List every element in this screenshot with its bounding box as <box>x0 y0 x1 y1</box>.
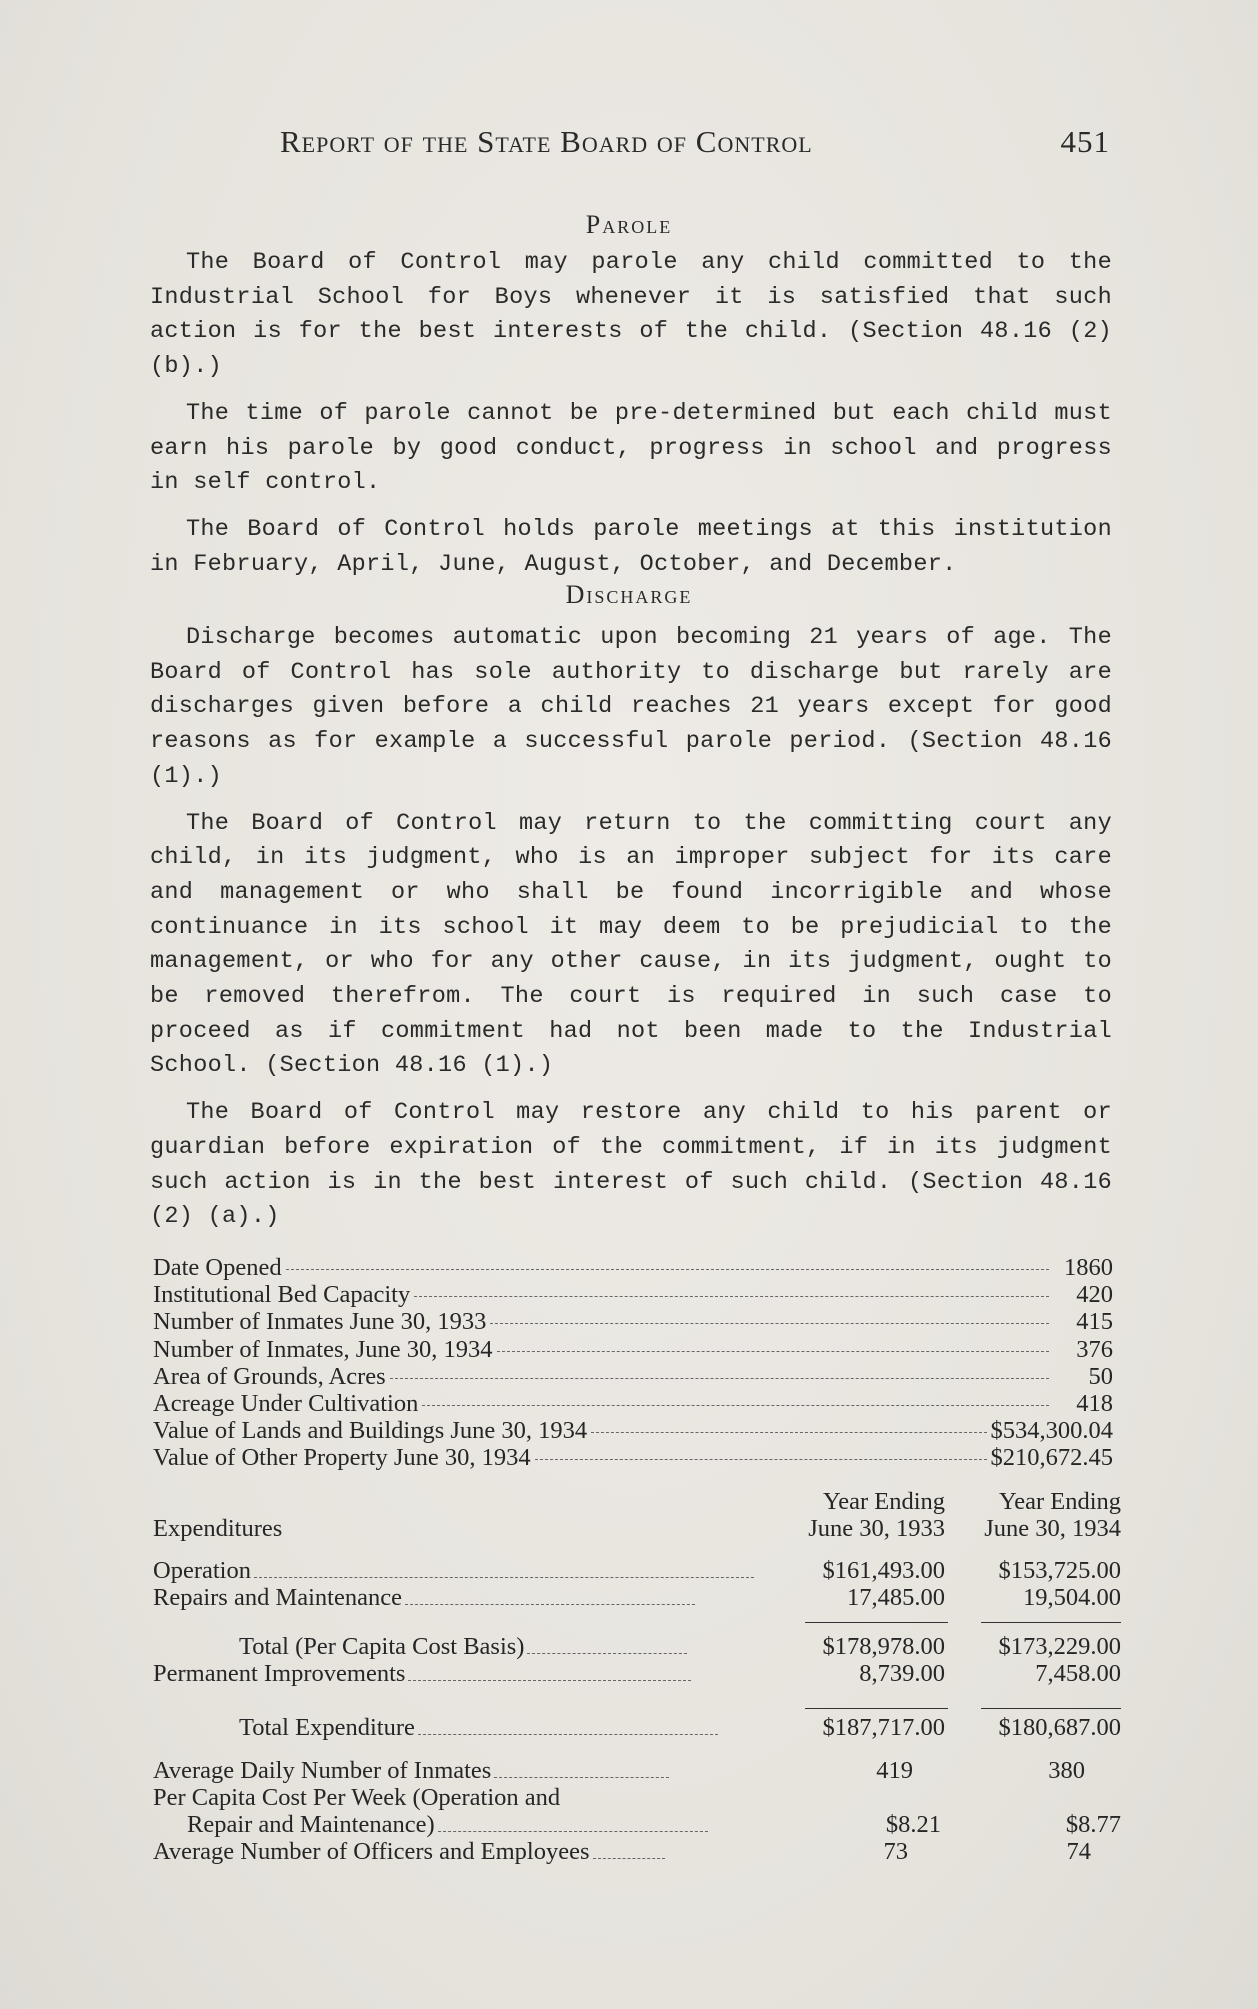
fact-row: Institutional Bed Capacity 420 <box>153 1281 1113 1309</box>
subtotal-rule <box>805 1622 948 1623</box>
col-1933-header-line2: June 30, 1933 <box>808 1515 945 1542</box>
parole-section <box>150 246 1112 594</box>
subtotal-rule <box>981 1622 1121 1623</box>
parole-heading: Parole <box>585 210 673 239</box>
col-1933-header-line1: Year Ending <box>822 1488 945 1515</box>
table-row: Permanent Improvements 8,739.00 7,458.00 <box>153 1660 1121 1687</box>
fact-row: Value of Lands and Buildings June 30, 1934 $534,300.04 <box>153 1417 1113 1445</box>
fact-row: Date Opened 1860 <box>153 1254 1113 1281</box>
discharge-heading: Discharge <box>565 580 693 609</box>
total-rule <box>981 1708 1121 1709</box>
table-row: Per Capita Cost Per Week (Operation and <box>153 1784 561 1811</box>
expenditures-table <box>153 1488 1121 1865</box>
total-rule <box>805 1708 948 1709</box>
table-row: Total Expenditure $187,717.00 $180,687.00 <box>153 1714 1121 1741</box>
fact-row: Acreage Under Cultivation 418 <box>153 1389 1113 1417</box>
parole-paragraph-3: The Board of Control holds parole meetings at this institution in February, April, June, August, October, and December. <box>150 515 1112 578</box>
fact-row: Value of Other Property June 30, 1934 $210,672.45 <box>153 1444 1113 1472</box>
column-header-row-1 <box>153 1488 1121 1515</box>
discharge-paragraph-1: Discharge becomes automatic upon becoming 21 years of age. The Board of Control has sole authority to discharge but rarely are discharges given before a child reaches 21 years except for good reasons as for example a successful parole period. (Section 48.16 (1).) <box>150 624 1112 790</box>
col-1934-header-line1: Year Ending <box>998 1488 1121 1515</box>
parole-paragraph-1: The Board of Control may parole any child committed to the Industrial School for Boys whenever it is satisfied that such action is for the best interests of the child. (Section 48.16 (2) (b).) <box>150 249 1112 381</box>
column-header-row-2 <box>153 1515 1121 1542</box>
table-row: Total (Per Capita Cost Basis) $178,978.00 $173,229.00 <box>153 1633 1121 1660</box>
fact-row: Number of Inmates June 30, 1933 415 <box>153 1308 1113 1336</box>
running-title: Report of the State Board of Control <box>280 124 813 159</box>
discharge-section <box>150 621 1112 1247</box>
fact-row: Number of Inmates, June 30, 1934 376 <box>153 1335 1113 1363</box>
table-row: Repairs and Maintenance 17,485.00 19,504.00 <box>153 1584 1121 1611</box>
page-number: 451 <box>1060 124 1110 159</box>
fact-row: Area of Grounds, Acres 50 <box>153 1362 1113 1390</box>
table-row: Average Daily Number of Inmates 419 380 <box>153 1757 1121 1784</box>
discharge-paragraph-3: The Board of Control may restore any child to his parent or guardian before expiration of the commitment, if in its judgment such action is in the best interest of such child. (Section 48.16 (2) (a).) <box>150 1099 1112 1231</box>
institution-facts <box>153 1254 1113 1472</box>
table-row: Operation $161,493.00 $153,725.00 <box>153 1557 1121 1584</box>
col-1934-header-line2: June 30, 1934 <box>984 1515 1121 1542</box>
discharge-paragraph-2: The Board of Control may return to the committing court any child, in its judgment, who is an improper subject for its care and management or who shall be found incorrigible and whose continuance in its school it may deem to be prejudicial to the management, or who for any other cause, in its judgment, ought to be removed therefrom. The court is required in such case to proceed as if commitment had not been made to the Industrial School. (Section 48.16 (1).) <box>150 809 1112 1080</box>
expenditures-title: Expenditures <box>153 1515 283 1542</box>
table-row: Repair and Maintenance) $8.21 $8.77 <box>153 1811 1121 1838</box>
table-row: Average Number of Officers and Employees 73 74 <box>153 1838 1121 1865</box>
parole-paragraph-2: The time of parole cannot be pre-determined but each child must earn his parole by good conduct, progress in school and progress in self control. <box>150 399 1112 497</box>
